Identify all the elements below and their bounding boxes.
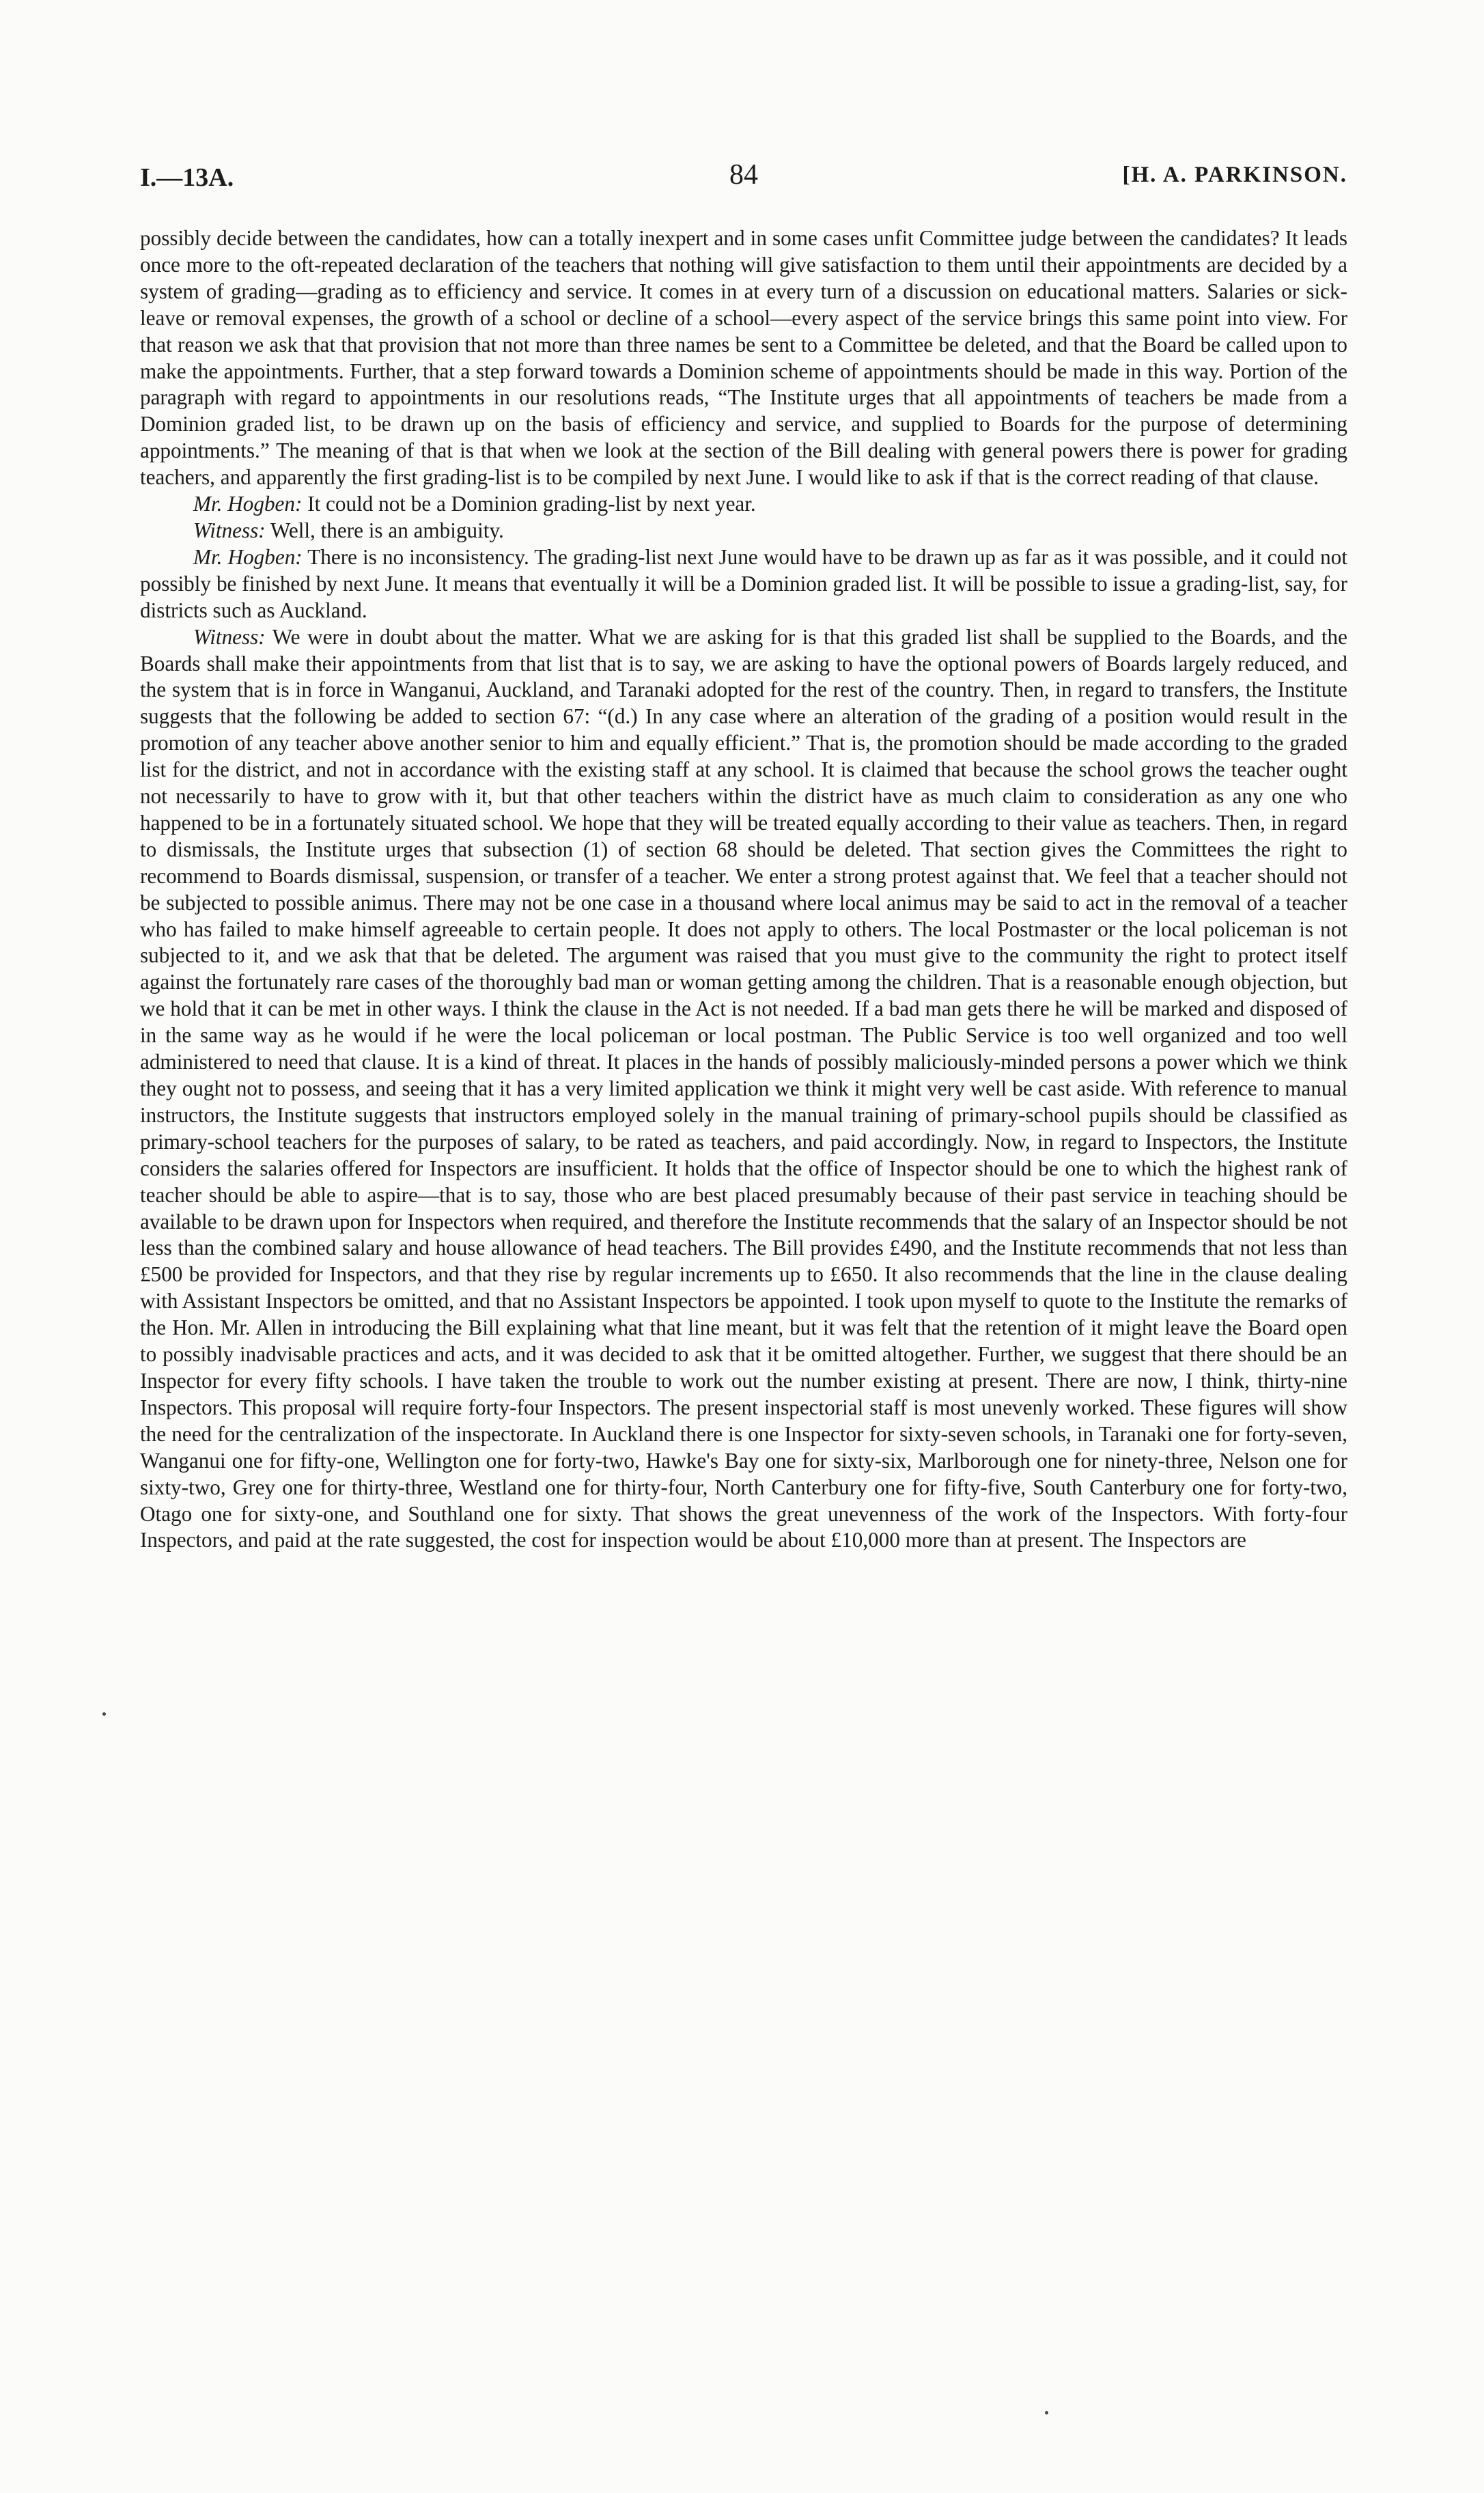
paragraph-text: possibly decide between the candidates, how can a totally inexpert and in some cases unfit Committee judge between the candidates? It leads once more to the oft-repeated declaration of the teachers that nothing will give satisfaction to them until their appointments are decided by a system of grading—grading as to efficiency and service. It comes in at every turn of a discussion on educational matters. Salaries or sick-leave or removal expenses, the growth of a school or decline of a school—every aspect of the service brings this same point into view. For that reason we ask that that provision that not more than three names be sent to a Committee be deleted, and that the Board be called upon to make the appointments. Further, that a step forward towards a Dominion scheme of appointments should be made in this way. Portion of the paragraph with regard to appointments in our resolutions reads, “The Institute urges that all appointments of teachers be made from a Dominion graded list, to be drawn up on the basis of efficiency and service, and supplied to Boards for the purpose of determining appointments.” The meaning of that is that when we look at the section of the Bill dealing with general powers there is power for grading teachers, and apparently the first grading-list is to be compiled by next June. I would like to ask if that is the correct reading of that clause. [140,226,1347,490]
page-header [140,159,1347,204]
paragraph [140,624,1347,1555]
paragraph [140,225,1347,491]
paragraph [140,518,1347,544]
speaker-label: Witness: [193,518,266,542]
margin-speck [102,1712,106,1716]
paragraph [140,544,1347,624]
speaker-label: Witness: [193,624,266,649]
paragraph-text: We were in doubt about the matter. What we are asking for is that this graded list shall be supplied to the Boards, and the Boards shall make their appointments from that list that is to say, we are asking to have the optional powers of Boards largely reduced, and the system that is in force in Wanganui, Auckland, and Taranaki adopted for the rest of the country. Then, in regard to transfers, the Institute suggests that the following be added to section 67: “(d.) In any case where an alteration of the grading of a position would result in the promotion of any teacher above another senior to him and equally efficient.” That is, the promotion should be made according to the graded list for the district, and not in accordance with the existing staff at any school. It is claimed that because the school grows the teacher ought not necessarily to have to grow with it, but that other teachers within the district have as much claim to consideration as any one who happened to be in a fortunately situated school. We hope that they will be treated equally according to their value as teachers. Then, in regard to dismissals, the Institute urges that subsection (1) of section 68 should be deleted. That section gives the Committees the right to recommend to Boards dismissal, suspension, or transfer of a teacher. We enter a strong protest against that. We feel that a teacher should not be subjected to possible animus. There may not be one case in a thousand where local animus may be said to act in the removal of a teacher who has failed to make himself agreeable to certain people. It does not apply to others. The local Postmaster or the local policeman is not subjected to it, and we ask that that be deleted. The argument was raised that you must give to the community the right to protect itself against the fortunately rare cases of the thoroughly bad man or woman getting among the children. That is a reasonable enough objection, but we hold that it can be met in other ways. I think the clause in the Act is not needed. If a bad man gets there he will be marked and disposed of in the same way as he would if he were the local policeman or local postman. The Public Service is too well organized and too well administered to need that clause. It is a kind of threat. It places in the hands of possibly maliciously-minded persons a power which we think they ought not to possess, and seeing that it has a very limited application we think it might very well be cast aside. With reference to manual instructors, the Institute suggests that instructors employed solely in the manual training of primary-school pupils should be classified as primary-school teachers for the purposes of salary, to be rated as teachers, and paid accordingly. Now, in regard to Inspectors, the Institute considers the salaries offered for Inspectors are insufficient. It holds that the office of Inspector should be one to which the highest rank of teacher should be able to aspire—that is to say, those who are best placed presumably because of their past service in teaching should be available to be drawn upon for Inspectors when required, and therefore the Institute recommends that the salary of an Inspector should be not less than the combined salary and house allowance of head teachers. The Bill provides £490, and the Institute recommends that not less than £500 be provided for Inspectors, and that they rise by regular increments up to £650. It also recommends that the line in the clause dealing with Assistant Inspectors be omitted, and that no Assistant Inspectors be appointed. I took upon myself to quote to the Institute the remarks of the Hon. Mr. Allen in introducing the Bill explaining what that line meant, but it was felt that the retention of it might leave the Board open to possibly inadvisable practices and acts, and it was decided to ask that it be omitted altogether. Further, we suggest that there should be an Inspector for every fifty schools. I have taken the trouble to work out the number existing at present. There are now, I think, thirty-nine Inspectors. This proposal will require forty-four Inspectors. The present inspectorial staff is most unevenly worked. These figures will show the need for the centralization of the inspectorate. In Auckland there is one Inspector for sixty-seven schools, in Taranaki one for forty-seven, Wanganui one for fifty-one, Wellington one for forty-two, Hawke's Bay one for sixty-six, Marlborough one for ninety-three, Nelson one for sixty-two, Grey one for thirty-three, Westland one for thirty-four, North Canterbury one for fifty-five, South Canterbury one for forty-two, Otago one for sixty-one, and Southland one for sixty. That shows the great unevenness of the work of the Inspectors. With forty-four Inspectors, and paid at the rate suggested, the cost for inspection would be about £10,000 more than at present. The Inspectors are [140,624,1347,1552]
paragraph [140,491,1347,518]
document-body [140,225,1347,1554]
page-speck [1045,2411,1048,2414]
speaker-label: Mr. Hogben: [193,544,303,569]
page-number: 84 [729,159,758,191]
paragraph-text: There is no inconsistency. The grading-list next June would have to be drawn up as far as it was possible, and it could not possibly be finished by next June. It means that eventually it will be a Dominion graded list. It will be possible to issue a grading-list, say, for districts such as Auckland. [140,544,1347,622]
speaker-label: Mr. Hogben: [193,492,303,516]
paper-reference: I.—13A. [140,163,234,192]
witness-name: [H. A. PARKINSON. [1122,163,1347,187]
paragraph-text: It could not be a Dominion grading-list by next year. [302,492,756,516]
paragraph-text: Well, there is an ambiguity. [265,518,504,542]
